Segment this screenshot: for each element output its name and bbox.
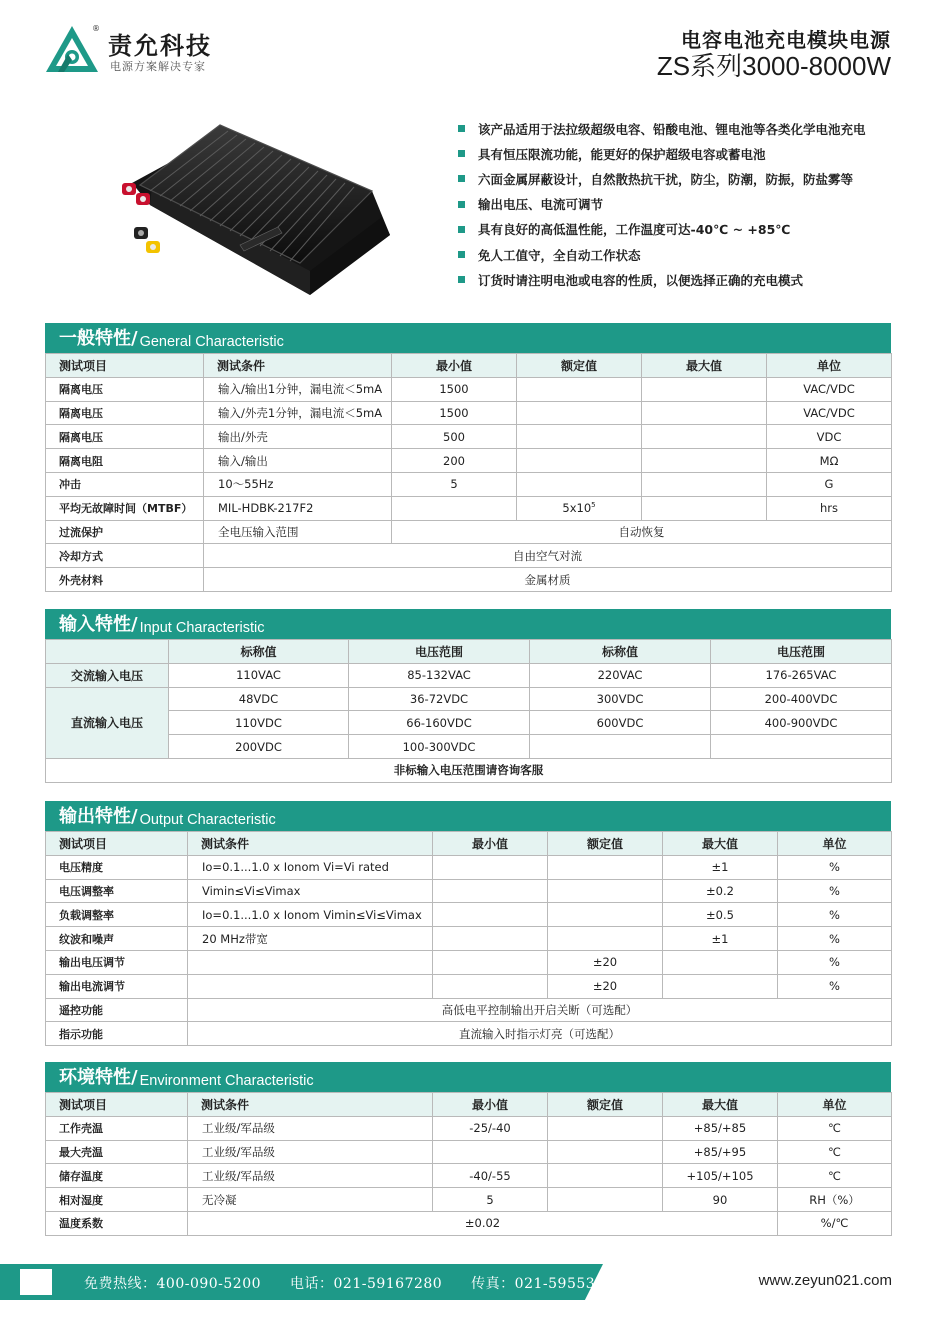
table-cell: %/℃: [778, 1211, 892, 1235]
table-row: [46, 1188, 892, 1212]
product-image: [110, 95, 400, 305]
footer-hotline: 免费热线：400-090-5200: [84, 1276, 262, 1292]
table-cell: 90: [663, 1188, 778, 1212]
table-row: [46, 974, 892, 998]
table-cell: 冷却方式: [46, 544, 204, 568]
table-cell: [433, 879, 548, 903]
table-cell: 电压调整率: [46, 879, 188, 903]
table-header-cell: 最大值: [663, 832, 778, 856]
table-cell: [548, 1164, 663, 1188]
table-cell: [663, 974, 778, 998]
table-cell: [642, 377, 767, 401]
input-table: [45, 639, 892, 783]
feature-item: 具有恒压限流功能，能更好的保护超级电容或蓄电池: [458, 141, 898, 166]
table-row: [46, 1140, 892, 1164]
table-header-cell: 测试条件: [204, 354, 392, 378]
table-header-cell: 最小值: [433, 1093, 548, 1117]
table-cell: VAC/VDC: [767, 401, 892, 425]
environment-table: [45, 1092, 892, 1236]
table-cell: 指示功能: [46, 1022, 188, 1046]
table-cell: [548, 1116, 663, 1140]
bullet-square-icon: [458, 276, 465, 283]
table-cell: 100-300VDC: [349, 735, 530, 759]
bullet-square-icon: [458, 150, 465, 157]
input-section: [45, 609, 891, 783]
table-cell: RH（%）: [778, 1188, 892, 1212]
table-header-cell: 单位: [767, 354, 892, 378]
environment-section: [45, 1062, 891, 1236]
table-row-note: [46, 758, 892, 782]
table-cell: [548, 1188, 663, 1212]
table-cell: ℃: [778, 1140, 892, 1164]
table-cell: 隔离电压: [46, 401, 204, 425]
table-cell: %: [778, 903, 892, 927]
table-cell: %: [778, 927, 892, 951]
table-cell: 48VDC: [169, 687, 349, 711]
general-table: [45, 353, 892, 592]
table-cell: [188, 950, 433, 974]
product-model: ZS系列3000-8000W: [656, 51, 891, 81]
table-row-ovp: [46, 520, 892, 544]
table-header-cell: 测试项目: [46, 832, 188, 856]
bullet-square-icon: [458, 251, 465, 258]
table-cell: [433, 950, 548, 974]
table-cell: ±0.5: [663, 903, 778, 927]
table-header-cell: 最小值: [392, 354, 517, 378]
table-cell: 非标输入电压范围请咨询客服: [46, 758, 892, 782]
table-row: [46, 401, 892, 425]
table-header-cell: 电压范围: [711, 640, 892, 664]
table-cell: 自动恢复: [392, 520, 892, 544]
table-cell: ℃: [778, 1116, 892, 1140]
table-cell: Vimin≤Vi≤Vimax: [188, 879, 433, 903]
table-header-row: [46, 640, 892, 664]
table-cell: $5x10^5$: [517, 496, 642, 520]
table-cell: -25/-40: [433, 1116, 548, 1140]
bullet-square-icon: [458, 175, 465, 182]
table-row: [46, 855, 892, 879]
table-header-row: [46, 354, 892, 378]
table-cell: 110VDC: [169, 711, 349, 735]
table-cell: 200: [392, 449, 517, 473]
table-header-cell: 额定值: [548, 832, 663, 856]
table-cell: [548, 855, 663, 879]
table-cell: [433, 855, 548, 879]
table-cell: MIL-HDBK-217F2: [204, 496, 392, 520]
table-header-cell: 测试项目: [46, 354, 204, 378]
table-row-ac: [46, 663, 892, 687]
table-cell: 36-72VDC: [349, 687, 530, 711]
table-cell: [548, 927, 663, 951]
table-cell: 输入/输出: [204, 449, 392, 473]
table-cell: 200VDC: [169, 735, 349, 759]
table-cell: [517, 449, 642, 473]
table-header-row: [46, 1093, 892, 1117]
table-cell: [642, 496, 767, 520]
table-cell: 储存温度: [46, 1164, 188, 1188]
table-cell: 工业级/军品级: [188, 1140, 433, 1164]
table-cell: 金属材质: [204, 568, 892, 592]
feature-list: [458, 116, 898, 292]
table-cell: 300VDC: [530, 687, 711, 711]
table-cell: [517, 377, 642, 401]
product-title: 电容电池充电模块电源: [681, 28, 891, 52]
table-cell: %: [778, 855, 892, 879]
output-section-header: 输出特性/ Output Characteristic: [45, 801, 891, 831]
table-cell: VDC: [767, 425, 892, 449]
table-cell: [642, 449, 767, 473]
table-cell: [642, 472, 767, 496]
table-cell: %: [778, 974, 892, 998]
feature-item: 免人工值守，全自动工作状态: [458, 242, 898, 267]
table-row: [46, 377, 892, 401]
table-cell: 直流输入电压: [46, 687, 169, 758]
table-cell: 温度系数: [46, 1211, 188, 1235]
table-cell: +105/+105: [663, 1164, 778, 1188]
table-row: [46, 472, 892, 496]
table-header-cell: 电压范围: [349, 640, 530, 664]
brand-slogan: 电源方案解决专家: [110, 60, 206, 73]
table-row-mtbf: [46, 496, 892, 520]
table-cell: 工业级/军品级: [188, 1116, 433, 1140]
table-cell: 85-132VAC: [349, 663, 530, 687]
table-cell: [548, 1140, 663, 1164]
table-cell: %: [778, 879, 892, 903]
table-cell: ±1: [663, 855, 778, 879]
table-cell: -40/-55: [433, 1164, 548, 1188]
bullet-square-icon: [458, 226, 465, 233]
table-cell: 输入/输出1分钟，漏电流＜5mA: [204, 377, 392, 401]
table-cell: [517, 472, 642, 496]
table-cell: [433, 1140, 548, 1164]
table-cell: 最大壳温: [46, 1140, 188, 1164]
table-row: [46, 1164, 892, 1188]
table-row-dc: [46, 711, 892, 735]
table-header-cell: 测试条件: [188, 832, 433, 856]
table-cell: [663, 950, 778, 974]
table-cell: 工业级/军品级: [188, 1164, 433, 1188]
table-cell: [433, 974, 548, 998]
table-cell: ±1: [663, 927, 778, 951]
table-cell: 10～55Hz: [204, 472, 392, 496]
table-cell: [517, 401, 642, 425]
table-cell: 输入/外壳1分钟，漏电流＜5mA: [204, 401, 392, 425]
table-row: [46, 879, 892, 903]
table-row: [46, 449, 892, 473]
table-row-dc: [46, 687, 892, 711]
table-cell: 500: [392, 425, 517, 449]
footer-fax: 传真：021-59553702: [471, 1276, 624, 1292]
footer-website-link[interactable]: www.zeyun021.com: [758, 1272, 892, 1289]
table-cell: 220VAC: [530, 663, 711, 687]
table-cell: 输出/外壳: [204, 425, 392, 449]
table-cell: ±20: [548, 974, 663, 998]
footer-contacts: [84, 1273, 647, 1293]
table-cell: [188, 974, 433, 998]
table-cell: 1500: [392, 401, 517, 425]
table-row: [46, 950, 892, 974]
table-cell: 隔离电阻: [46, 449, 204, 473]
table-cell: 外壳材料: [46, 568, 204, 592]
table-cell: 平均无故障时间（MTBF）: [46, 496, 204, 520]
table-cell: 隔离电压: [46, 425, 204, 449]
table-cell: [711, 735, 892, 759]
table-cell: Io=0.1...1.0 x Ionom Vi=Vi rated: [188, 855, 433, 879]
table-cell: ±20: [548, 950, 663, 974]
table-header-cell: 最大值: [642, 354, 767, 378]
table-cell: ℃: [778, 1164, 892, 1188]
table-cell: hrs: [767, 496, 892, 520]
table-cell: 200-400VDC: [711, 687, 892, 711]
general-section: [45, 323, 891, 592]
table-cell: 工作壳温: [46, 1116, 188, 1140]
table-cell: 输出电压调节: [46, 950, 188, 974]
table-cell: ±0.2: [663, 879, 778, 903]
table-cell: MΩ: [767, 449, 892, 473]
table-cell: 过流保护: [46, 520, 204, 544]
output-table: [45, 831, 892, 1046]
table-row: [46, 1116, 892, 1140]
table-cell: [642, 425, 767, 449]
table-header-cell: [46, 640, 169, 664]
table-header-cell: 最小值: [433, 832, 548, 856]
table-header-cell: 标称值: [169, 640, 349, 664]
footer-phone: 电话：021-59167280: [290, 1276, 443, 1292]
table-cell: VAC/VDC: [767, 377, 892, 401]
table-cell: 66-160VDC: [349, 711, 530, 735]
table-row-remote: [46, 998, 892, 1022]
table-cell: [642, 401, 767, 425]
feature-item: 输出电压、电流可调节: [458, 192, 898, 217]
brand-registered-mark: ®: [92, 24, 100, 33]
table-cell: 交流输入电压: [46, 663, 169, 687]
table-cell: 110VAC: [169, 663, 349, 687]
table-cell: G: [767, 472, 892, 496]
feature-item: 六面金属屏蔽设计，自然散热抗干扰，防尘，防潮，防振，防盐雾等: [458, 166, 898, 191]
table-row: [46, 903, 892, 927]
output-section: [45, 801, 891, 1046]
table-cell: 输出电流调节: [46, 974, 188, 998]
footer: [0, 1264, 935, 1300]
table-cell: 高低电平控制输出开启关断（可选配）: [188, 998, 892, 1022]
table-cell: 1500: [392, 377, 517, 401]
table-cell: [392, 496, 517, 520]
table-cell: 冲击: [46, 472, 204, 496]
table-header-cell: 标称值: [530, 640, 711, 664]
table-cell: 直流输入时指示灯亮（可选配）: [188, 1022, 892, 1046]
table-cell: [548, 879, 663, 903]
bullet-square-icon: [458, 201, 465, 208]
table-cell: 负载调整率: [46, 903, 188, 927]
bullet-square-icon: [458, 125, 465, 132]
general-section-header: 一般特性/ General Characteristic: [45, 323, 891, 353]
table-row-tempco: [46, 1211, 892, 1235]
table-cell: 全电压输入范围: [204, 520, 392, 544]
table-row-indicator: [46, 1022, 892, 1046]
table-cell: [530, 735, 711, 759]
table-cell: [433, 927, 548, 951]
table-cell: +85/+85: [663, 1116, 778, 1140]
table-row-material: [46, 568, 892, 592]
table-header-cell: 单位: [778, 832, 892, 856]
input-section-header: 输入特性/ Input Characteristic: [45, 609, 891, 639]
table-cell: 20 MHz带宽: [188, 927, 433, 951]
feature-item: 该产品适用于法拉级超级电容、铅酸电池、锂电池等各类化学电池充电: [458, 116, 898, 141]
table-row-cooling: [46, 544, 892, 568]
table-cell: 400-900VDC: [711, 711, 892, 735]
table-cell: 隔离电压: [46, 377, 204, 401]
table-header-cell: 额定值: [548, 1093, 663, 1117]
table-row: [46, 425, 892, 449]
table-cell: 176-265VAC: [711, 663, 892, 687]
table-cell: 无冷凝: [188, 1188, 433, 1212]
table-cell: 自由空气对流: [204, 544, 892, 568]
table-cell: +85/+95: [663, 1140, 778, 1164]
table-cell: [517, 425, 642, 449]
table-header-cell: 额定值: [517, 354, 642, 378]
table-cell: Io=0.1...1.0 x Ionom Vimin≤Vi≤Vimax: [188, 903, 433, 927]
table-cell: 5: [433, 1188, 548, 1212]
table-cell: 电压精度: [46, 855, 188, 879]
environment-section-header: 环境特性/ Environment Characteristic: [45, 1062, 891, 1092]
table-header-cell: 测试条件: [188, 1093, 433, 1117]
table-cell: 5: [392, 472, 517, 496]
table-header-cell: 最大值: [663, 1093, 778, 1117]
table-header-cell: 测试项目: [46, 1093, 188, 1117]
table-header-cell: 单位: [778, 1093, 892, 1117]
table-row-dc: [46, 735, 892, 759]
table-row: [46, 927, 892, 951]
table-cell: [433, 903, 548, 927]
table-cell: 纹波和噪声: [46, 927, 188, 951]
feature-item: 具有良好的高低温性能，工作温度可达-40℃ ~ +85℃: [458, 217, 898, 242]
table-header-row: [46, 832, 892, 856]
table-cell: 相对湿度: [46, 1188, 188, 1212]
table-cell: %: [778, 950, 892, 974]
table-cell: [548, 903, 663, 927]
footer-box: [20, 1269, 52, 1295]
feature-item: 订货时请注明电池或电容的性质，以便选择正确的充电模式: [458, 267, 898, 292]
table-cell: 600VDC: [530, 711, 711, 735]
table-cell: ±0.02: [188, 1211, 778, 1235]
table-cell: 遥控功能: [46, 998, 188, 1022]
brand-name: 责允科技: [108, 32, 212, 60]
